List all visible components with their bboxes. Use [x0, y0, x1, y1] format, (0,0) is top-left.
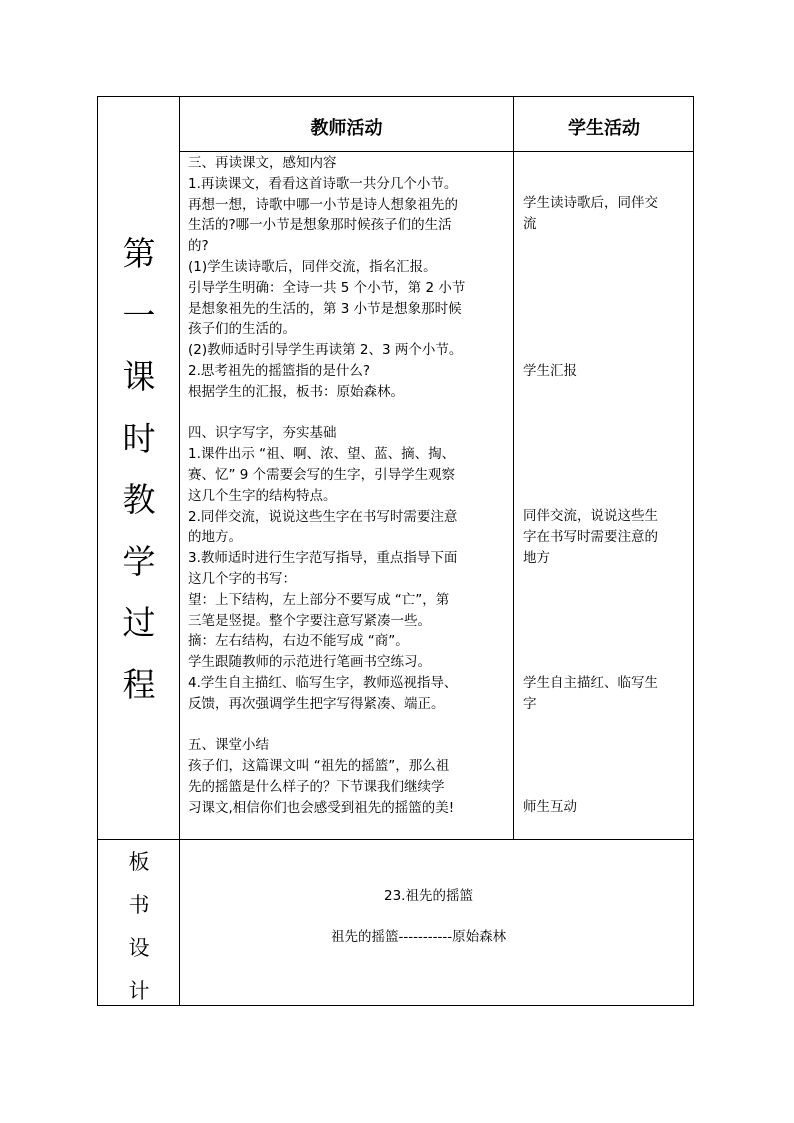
student-note-line: 字 — [523, 695, 537, 712]
teacher-line: 是想象祖先的生活的，第 3 小节是想象那时候 — [188, 300, 462, 317]
side-title-char: 程 — [122, 664, 156, 704]
teacher-line: 这几个生字的结构特点。 — [188, 487, 337, 504]
side-title — [98, 223, 180, 715]
student-note-line: 学生自主描红、临写生 — [523, 675, 658, 691]
side-title-char: 教 — [122, 480, 156, 519]
teacher-line: 习课文,相信你们也会感受到祖先的摇篮的美! — [188, 799, 455, 816]
board-side-char: 书 — [128, 893, 150, 917]
teacher-line: (2)教师适时引导学生再读第 2、3 两个小节。 — [188, 342, 463, 359]
teacher-line: 2.思考祖先的摇篮指的是什么? — [188, 362, 371, 379]
student-note-line: 地方 — [523, 549, 550, 566]
teacher-line: 生活的?哪一小节是想象那时候孩子们的生活 — [188, 217, 452, 234]
board-side-title — [98, 841, 180, 1013]
side-title-char: 课 — [122, 357, 156, 396]
student-note-line: 同伴交流，说说这些生 — [523, 508, 658, 524]
teacher-line: 3.教师适时进行生字范写指导，重点指导下面 — [188, 550, 458, 567]
teacher-line: 的地方。 — [188, 529, 242, 546]
side-title-char: 一 — [122, 295, 156, 335]
student-note-line: 字在书写时需要注意的 — [523, 528, 658, 545]
teacher-line: 的? — [188, 238, 209, 255]
board-side-char: 板 — [128, 850, 150, 874]
student-note-1 — [523, 193, 691, 235]
teacher-line: 摘：左右结构，右边不能写成 “商”。 — [188, 633, 409, 650]
student-note-5 — [523, 797, 691, 818]
teacher-line: 4.学生自主描红、临写生字，教师巡视指导、 — [188, 674, 458, 691]
teacher-line: (1)学生读诗歌后，同伴交流，指名汇报。 — [188, 258, 437, 275]
teacher-line: 望：上下结构，左上部分不要写成 “亡”，第 — [188, 591, 450, 608]
teacher-line: 赛、忆” 9 个需要会写的生字，引导学生观察 — [188, 466, 456, 483]
header-divider — [179, 151, 694, 152]
teacher-line: 1.课件出示 “祖、啊、浓、望、蓝、摘、掏、 — [188, 446, 456, 463]
teacher-line: 先的摇篮是什么样子的？下节课我们继续学 — [188, 778, 445, 795]
teacher-line: 孩子们的生活的。 — [188, 321, 296, 338]
side-title-char: 过 — [122, 603, 156, 642]
student-note-line: 学生读诗歌后，同伴交 — [523, 195, 658, 211]
side-title-char: 第 — [122, 234, 156, 273]
student-note-4 — [523, 673, 691, 715]
teacher-line: 这几个字的书写： — [188, 570, 296, 587]
teacher-line: 孩子们，这篇课文叫 “祖先的摇篮”，那么祖 — [188, 758, 450, 775]
board-line: 祖先的摇篮-----------原始森林 — [331, 929, 507, 945]
student-activity-header: 学生活动 — [568, 118, 640, 139]
board-side-char: 计 — [128, 979, 150, 1003]
teacher-line: 2.同伴交流，说说这些生字在书写时需要注意 — [188, 508, 458, 525]
teacher-line: 三、再读课文，感知内容 — [188, 155, 337, 171]
teacher-activity-content — [188, 153, 518, 819]
teacher-line: 再想一想，诗歌中哪一小节是诗人想象祖先的 — [188, 196, 458, 213]
lesson-plan-table — [97, 96, 694, 1006]
teacher-line: 四、识字写字，夯实基础 — [188, 425, 337, 442]
teacher-line — [188, 715, 518, 736]
teacher-activity-header: 教师活动 — [310, 118, 383, 139]
student-note-line: 流 — [523, 215, 537, 232]
teacher-line: 学生跟随教师的示范进行笔画书空练习。 — [188, 654, 431, 671]
board-title: 23.祖先的摇篮 — [384, 888, 473, 904]
teacher-line: 三笔是竖提。整个字要注意写紧凑一些。 — [188, 612, 431, 629]
board-side-char: 设 — [128, 936, 150, 960]
teacher-line: 五、课堂小结 — [188, 737, 269, 754]
student-note-line: 师生互动 — [523, 799, 577, 815]
teacher-line: 引导学生明确：全诗一共 5 个小节，第 2 小节 — [188, 279, 466, 296]
teacher-line: 反馈，再次强调学生把字写得紧凑、端正。 — [188, 695, 445, 712]
teacher-line — [188, 403, 518, 424]
teacher-line: 1.再读课文，看看这首诗歌一共分几个小节。 — [188, 175, 458, 192]
side-title-char: 学 — [122, 541, 156, 581]
student-note-3 — [523, 506, 691, 568]
board-divider — [98, 839, 694, 840]
student-note-line: 学生汇报 — [523, 363, 577, 379]
side-title-char: 时 — [122, 418, 156, 458]
teacher-line: 根据学生的汇报，板书：原始森林。 — [188, 383, 404, 400]
student-note-2 — [523, 361, 691, 382]
